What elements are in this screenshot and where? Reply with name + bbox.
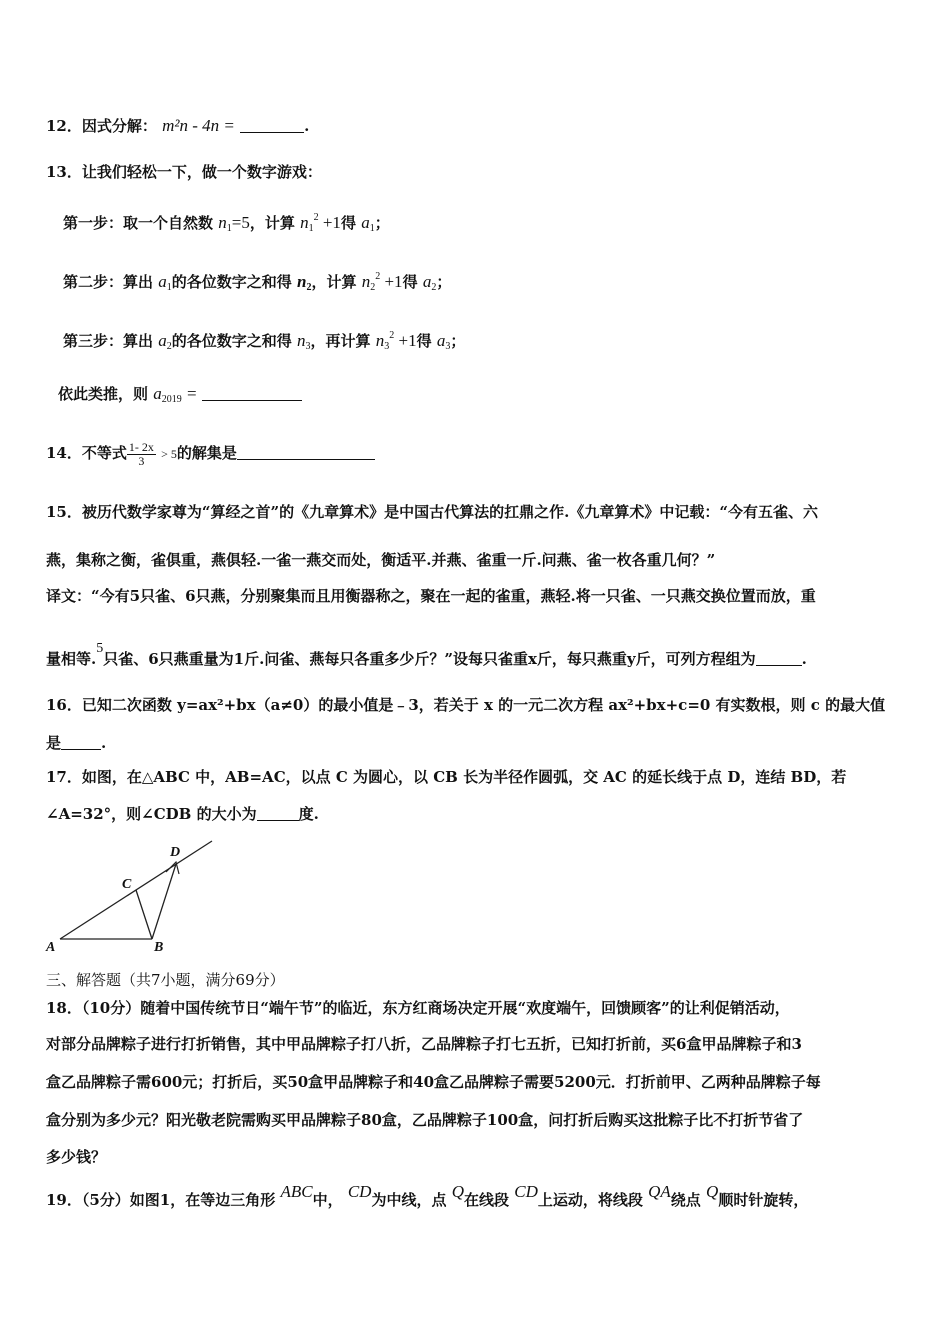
q19-around: 绕点 xyxy=(670,1191,701,1209)
q12-expression: m²n - 4n = xyxy=(162,116,235,135)
q19-cd-2: CD xyxy=(514,1182,538,1201)
q13-step2-formula: $n_2^2 +1$ xyxy=(361,271,403,293)
q13-step1-formula: $n_1^2 +1$ xyxy=(300,212,341,234)
q14-after: 的解集是 xyxy=(176,444,237,462)
q15-line1: 15．被历代数学家尊为“算经之首”的《九章算术》是中国古代算法的扛鼎之作.《九章算术》中记载：“今有五雀、六 xyxy=(46,503,818,521)
q13-step3-end: ； xyxy=(450,332,466,350)
q19-cd: CD xyxy=(347,1182,372,1201)
q19-line1 xyxy=(46,1182,809,1210)
q14-fraction xyxy=(127,441,156,468)
q18-line4: 盒分别为多少元？阳光敬老院需购买甲品牌粽子80盒，乙品牌粽子100盒，问打折后购买这批粽子比不打折节省了 xyxy=(46,1111,804,1129)
q13-step2-text: 第二步：算出 xyxy=(63,273,154,291)
q17-arc-mark xyxy=(166,862,179,874)
q13-step1 xyxy=(63,208,390,239)
q19-moving: 上运动，将线段 xyxy=(537,1191,643,1209)
q13-step3-a2: $a_2$ xyxy=(158,331,172,352)
q13-step1-get: 得 xyxy=(340,214,356,232)
q13-step2-get: 得 xyxy=(402,273,418,291)
q13-step3-a3: $a_3$ xyxy=(436,331,451,352)
q17-answer-blank xyxy=(257,806,299,821)
q13-step2-end: ； xyxy=(436,273,452,291)
q17-figure xyxy=(40,836,230,956)
q18-line5: 多少钱？ xyxy=(46,1148,107,1166)
q14-text: 14．不等式 xyxy=(46,444,127,462)
q13-conclusion-text: 依此类推，则 xyxy=(58,385,149,403)
q13-step2-a1: $a_1$ xyxy=(158,272,172,293)
q13-a2019: $a_{2019}$ xyxy=(153,384,182,405)
q17-label-b: B xyxy=(154,940,164,955)
q13-step2-calc: ，计算 xyxy=(311,273,357,291)
q13-title: 13．让我们轻松一下，做一个数字游戏： xyxy=(46,163,322,181)
q19-median: 为中线，点 xyxy=(371,1191,447,1209)
q15-line4-end: . xyxy=(801,650,807,668)
q19-middle: 中， xyxy=(312,1191,343,1209)
q13-step3-get: 得 xyxy=(416,332,432,350)
q15-answer-blank xyxy=(756,651,802,666)
q16-answer-blank xyxy=(61,735,101,750)
q12-answer-blank xyxy=(240,118,304,133)
q13-conclusion xyxy=(58,384,302,410)
q18-line2: 对部分品牌粽子进行打折销售，其中甲品牌粽子打八折，乙品牌粽子打七五折，已知打折前，买6盒甲品牌粽子和3 xyxy=(46,1035,802,1053)
q15-line4-mark: 5 xyxy=(96,641,104,656)
q19-abc: ABC xyxy=(280,1182,313,1201)
q13-step1-n1: $n_1$ xyxy=(218,213,232,234)
q19-on-segment: 在线段 xyxy=(464,1191,510,1209)
q17-line2 xyxy=(46,804,319,824)
q15-line2: 燕，集称之衡，雀俱重，燕俱轻.一雀一燕交而处，衡适平.并燕、雀重一斤.问燕、雀一枚各重几何？” xyxy=(46,551,716,569)
q15-line4-start: 量相等. xyxy=(46,650,97,668)
q14-fraction-denominator: 3 xyxy=(138,453,145,468)
q14-answer-blank xyxy=(237,445,375,460)
q17-line1: 17．如图，在△ABC 中，AB=AC，以点 C 为圆心，以 CB 长为半径作圆弧，交 AC 的延长线于点 D，连结 BD，若 xyxy=(46,768,847,786)
q13-answer-blank xyxy=(202,386,302,401)
q19-q-2: Q xyxy=(706,1182,719,1201)
q13-step3-n3: $n_3$ xyxy=(297,331,311,352)
q12-end: . xyxy=(304,117,310,135)
q13-step3-text: 第三步：算出 xyxy=(63,332,154,350)
q13-equals: = xyxy=(186,384,197,403)
q17-line2-end: 度. xyxy=(298,805,319,823)
q13-step3 xyxy=(63,326,465,357)
q13-step3-sum: 的各位数字之和得 xyxy=(171,332,292,350)
q17-line-cb xyxy=(136,890,152,939)
q15-line4-main: 只雀、6只燕重量为1斤.问雀、燕每只各重多少斤？”设每只雀重x斤，每只燕重y斤，可列方程组为 xyxy=(103,650,756,668)
q17-label-a: A xyxy=(46,940,56,955)
q14-inequality: > 5 xyxy=(161,447,177,461)
q14-line xyxy=(46,440,375,468)
q13-step2 xyxy=(63,267,451,298)
q17-label-d: D xyxy=(170,845,181,860)
q13-step1-n1-value: =5 xyxy=(231,213,250,232)
q13-step2-n2: $n_2$ xyxy=(297,272,312,293)
q16-line1: 16．已知二次函数 y=ax²+bx（a≠0）的最小值是﹣3，若关于 x 的一元二次方程 ax²+bx+c=0 有实数根，则 c 的最大值 xyxy=(46,696,886,714)
q13-step1-calc: ，计算 xyxy=(249,214,295,232)
q19-q: Q xyxy=(451,1182,464,1201)
q19-start: 19．（5分）如图1，在等边三角形 xyxy=(46,1191,276,1209)
q15-line4 xyxy=(46,641,807,671)
q13-step1-text: 第一步：取一个自然数 xyxy=(63,214,214,232)
q13-step3-formula: $n_3^2 +1$ xyxy=(375,330,417,352)
q18-line1: 18．（10分）随着中国传统节日“端午节”的临近，东方红商场决定开展“欢度端午，回馈顾客”的让利促销活动， xyxy=(46,999,790,1017)
q17-line-bd xyxy=(152,864,176,939)
q13-step1-a1: $a_1$ xyxy=(361,213,375,234)
section3-heading: 三、解答题（共7小题，满分69分） xyxy=(46,971,285,989)
q17-line2-text: ∠A=32°，则∠CDB 的大小为 xyxy=(46,805,257,823)
q12-number: 12． xyxy=(46,117,82,135)
q19-qa: QA xyxy=(648,1182,671,1201)
q16-line2-end: . xyxy=(101,734,107,752)
q13-step1-end: ； xyxy=(374,214,390,232)
q13-step3-calc: ，再计算 xyxy=(310,332,371,350)
q16-line2 xyxy=(46,733,106,753)
q15-line3: 译文：“今有5只雀、6只燕，分别聚集而且用衡器称之，聚在一起的雀重，燕轻.将一只雀、一只燕交换位置而放，重 xyxy=(46,587,816,605)
q17-label-c: C xyxy=(122,877,132,892)
q13-step2-sum: 的各位数字之和得 xyxy=(171,273,292,291)
q19-rotate: 顺时针旋转， xyxy=(718,1191,809,1209)
q14-fraction-numerator: 1- 2x xyxy=(128,439,154,454)
q16-line2-text: 是 xyxy=(46,734,62,752)
q13-step2-a2: $a_2$ xyxy=(422,272,437,293)
q12-label: 因式分解： xyxy=(81,117,157,135)
q18-line3: 盒乙品牌粽子需600元；打折后，买50盒甲品牌粽子和40盒乙品牌粽子需要5200元．打折前甲、乙两种品牌粽子每 xyxy=(46,1073,821,1091)
q12-line xyxy=(46,116,309,136)
